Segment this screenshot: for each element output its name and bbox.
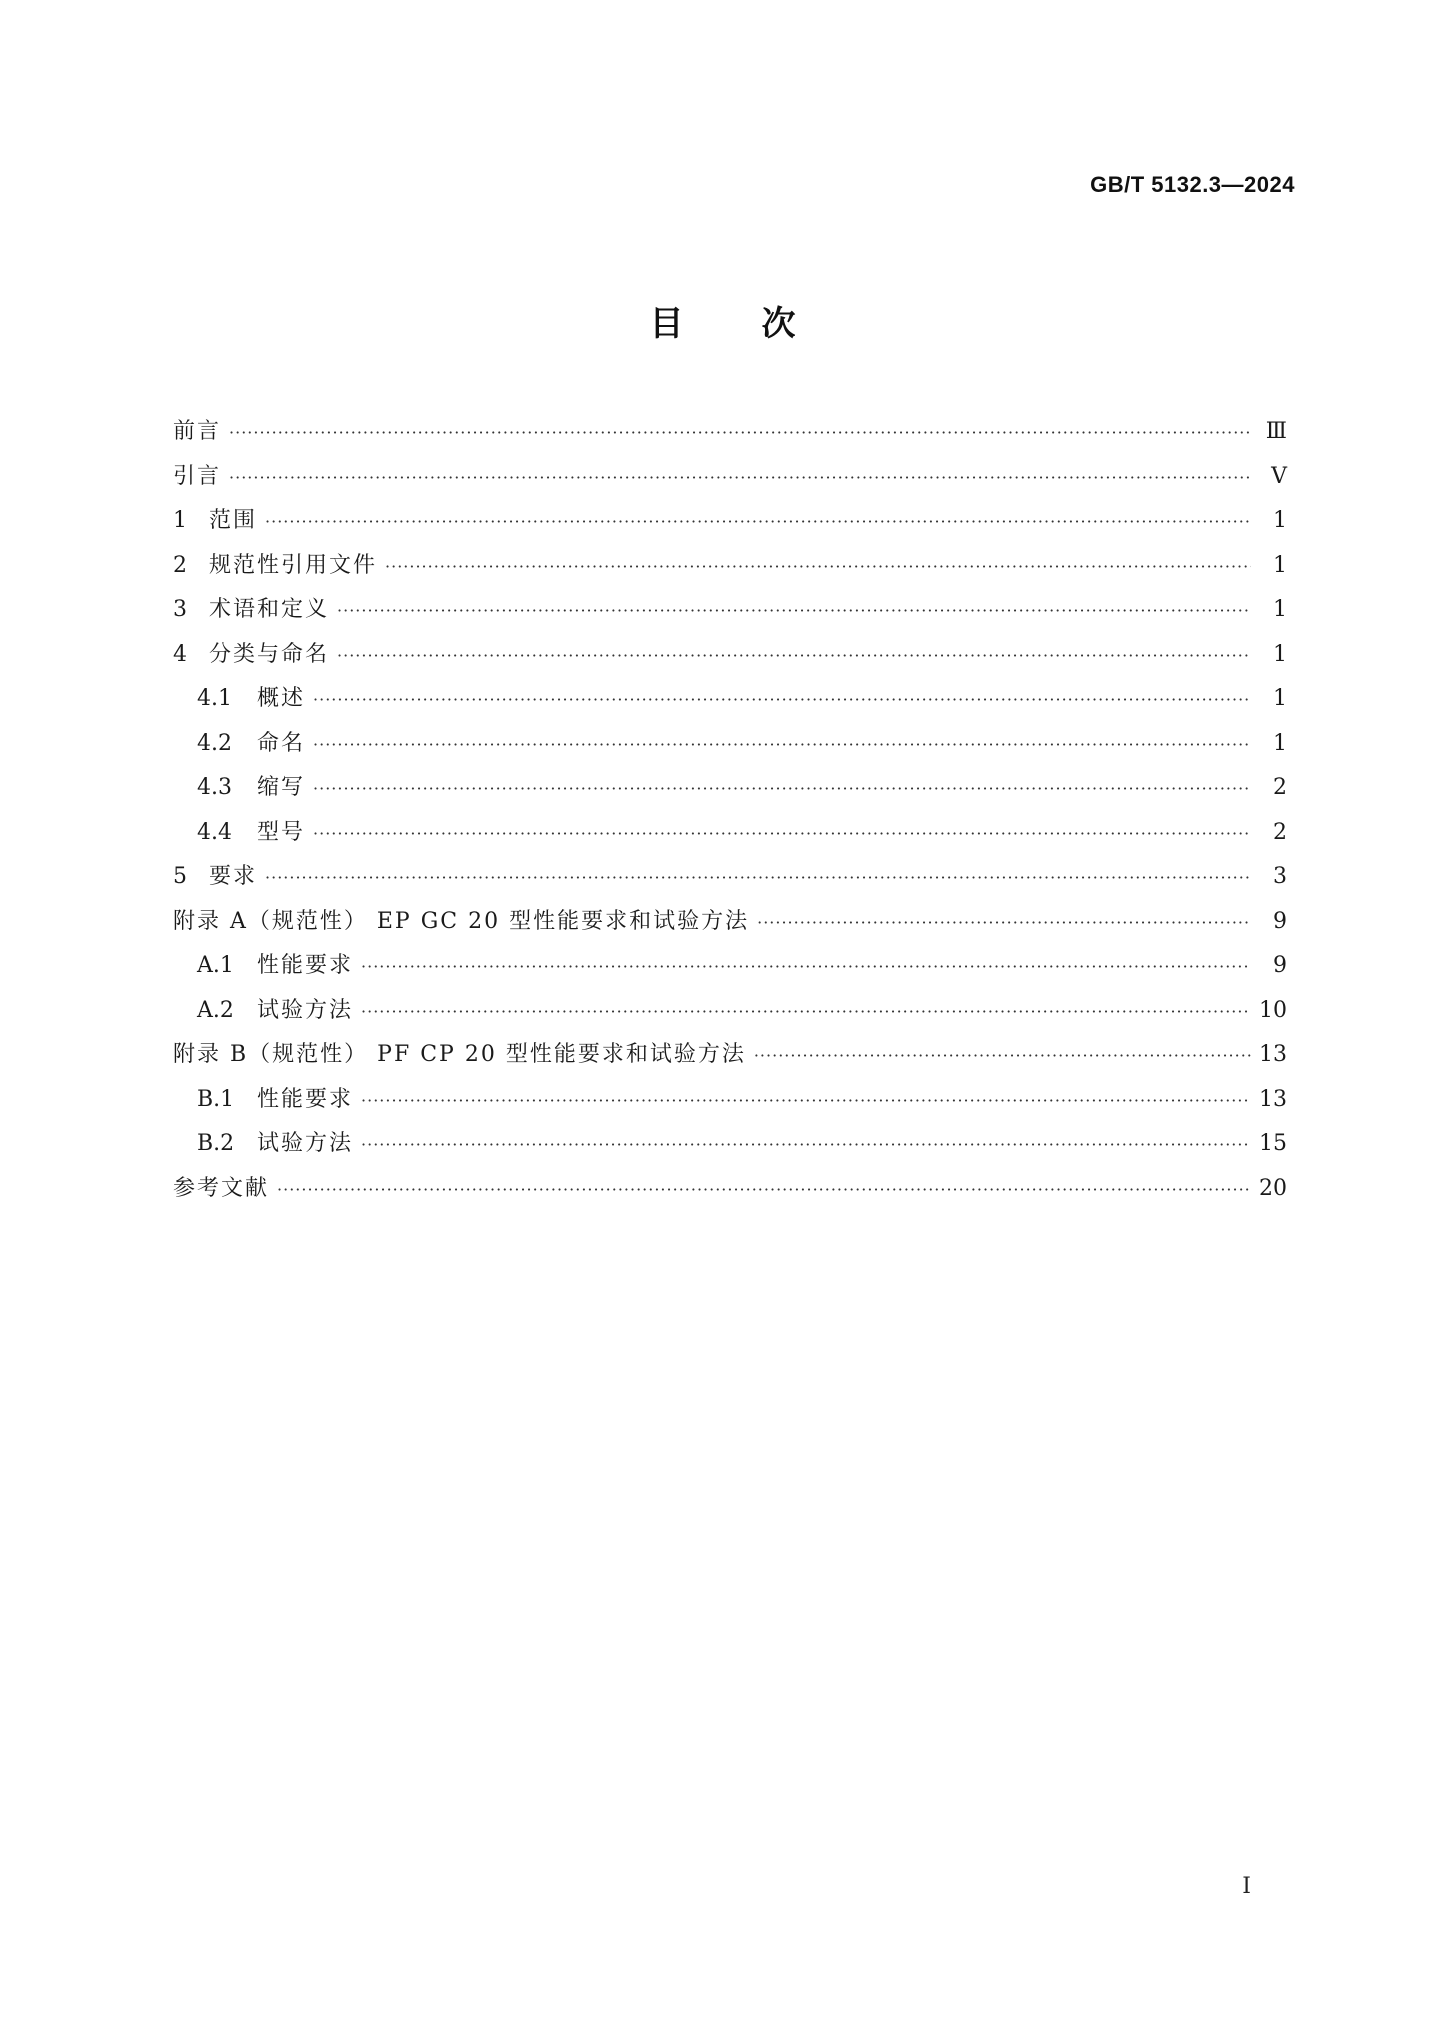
toc-leader-dots xyxy=(361,990,1251,1035)
toc-leader-dots xyxy=(361,945,1251,990)
toc-leader-dots xyxy=(313,723,1251,768)
page-number: Ⅰ xyxy=(1242,1874,1251,1899)
toc-entry-label: 分类与命名 xyxy=(209,641,330,667)
toc-entry-page: 1 xyxy=(1273,730,1287,756)
toc-leader-dots xyxy=(229,456,1251,501)
toc-entry-label: 要求 xyxy=(209,864,258,889)
toc-leader-dots xyxy=(337,589,1251,634)
toc-entry-page: 15 xyxy=(1259,1131,1287,1156)
toc-entry-page: 1 xyxy=(1273,552,1287,578)
toc-entry-terms-definitions[interactable] xyxy=(173,588,1287,633)
toc-entry-page: 13 xyxy=(1259,1086,1287,1112)
toc-entry-page: 20 xyxy=(1259,1175,1287,1201)
toc-entry-label: 型号 xyxy=(257,819,306,845)
toc-entry-label: 附录 B（规范性） PF CP 20 型性能要求和试验方法 xyxy=(173,1042,746,1067)
toc-entry-page: 2 xyxy=(1273,775,1287,800)
toc-entry-label: 性能要求 xyxy=(257,953,354,978)
toc-entry-page: 1 xyxy=(1273,508,1287,533)
toc-entry-introduction[interactable] xyxy=(173,455,1287,500)
toc-entry-page: 2 xyxy=(1273,819,1287,845)
toc-entry-label: 引言 xyxy=(173,463,222,489)
toc-entry-label: 试验方法 xyxy=(257,1131,354,1156)
toc-entry-page: Ⅴ xyxy=(1271,463,1287,489)
toc-entry-label: 参考文献 xyxy=(173,1175,270,1201)
toc-entry-page: 9 xyxy=(1273,908,1287,934)
toc-entry-a-1[interactable] xyxy=(173,944,1287,989)
toc-entry-page: 3 xyxy=(1273,864,1287,889)
toc-entry-page: 10 xyxy=(1259,997,1287,1023)
toc-entry-number: 4.1 xyxy=(197,686,232,711)
toc-leader-dots xyxy=(337,634,1251,679)
toc-entry-bibliography[interactable] xyxy=(173,1167,1287,1212)
toc-entry-number: 3 xyxy=(173,597,187,622)
toc-entry-classification[interactable] xyxy=(173,633,1287,678)
toc-entry-label: 前言 xyxy=(173,419,222,444)
toc-leader-dots xyxy=(385,545,1251,590)
toc-leader-dots xyxy=(229,411,1251,456)
toc-entry-scope[interactable] xyxy=(173,499,1287,544)
toc-entry-normative-references[interactable] xyxy=(173,544,1287,589)
toc-entry-number: A.1 xyxy=(197,953,234,978)
toc-entry-number: A.2 xyxy=(197,997,234,1023)
toc-entry-page: Ⅲ xyxy=(1265,419,1287,444)
toc-leader-dots xyxy=(265,856,1251,901)
table-of-contents xyxy=(173,410,1287,1211)
toc-entry-b-1[interactable] xyxy=(173,1078,1287,1123)
toc-leader-dots xyxy=(277,1168,1251,1213)
toc-leader-dots xyxy=(757,901,1251,946)
toc-entry-label: 附录 A（规范性） EP GC 20 型性能要求和试验方法 xyxy=(173,908,750,934)
toc-leader-dots xyxy=(361,1079,1251,1124)
toc-entry-number: 4.4 xyxy=(197,819,232,845)
toc-entry-number: B.2 xyxy=(197,1131,235,1156)
toc-entry-label: 术语和定义 xyxy=(209,597,330,622)
toc-entry-4-2[interactable] xyxy=(173,722,1287,767)
toc-entry-number: 1 xyxy=(173,508,187,533)
toc-entry-number: 4 xyxy=(173,641,187,667)
toc-entry-annex-b[interactable] xyxy=(173,1033,1287,1078)
toc-entry-4-1[interactable] xyxy=(173,677,1287,722)
toc-entry-annex-a[interactable] xyxy=(173,900,1287,945)
toc-leader-dots xyxy=(313,812,1251,857)
toc-entry-4-3[interactable] xyxy=(173,766,1287,811)
document-code: GB/T 5132.3—2024 xyxy=(1090,172,1295,197)
toc-entry-page: 1 xyxy=(1273,686,1287,711)
toc-entry-page: 9 xyxy=(1273,953,1287,978)
toc-entry-label: 试验方法 xyxy=(257,997,354,1023)
toc-entry-b-2[interactable] xyxy=(173,1122,1287,1167)
toc-entry-requirements[interactable] xyxy=(173,855,1287,900)
toc-entry-4-4[interactable] xyxy=(173,811,1287,856)
toc-entry-number: 2 xyxy=(173,552,187,578)
toc-entry-a-2[interactable] xyxy=(173,989,1287,1034)
toc-entry-foreword[interactable] xyxy=(173,410,1287,455)
toc-entry-label: 范围 xyxy=(209,508,258,533)
toc-entry-label: 命名 xyxy=(257,730,306,756)
toc-entry-number: 5 xyxy=(173,864,187,889)
toc-entry-page: 13 xyxy=(1259,1042,1287,1067)
toc-entry-page: 1 xyxy=(1273,641,1287,667)
toc-entry-number: 4.2 xyxy=(197,730,232,756)
toc-entry-label: 性能要求 xyxy=(257,1086,354,1112)
toc-leader-dots xyxy=(754,1034,1251,1079)
toc-entry-page: 1 xyxy=(1273,597,1287,622)
toc-title: 目次 xyxy=(649,304,874,344)
toc-entry-number: B.1 xyxy=(197,1086,235,1112)
toc-leader-dots xyxy=(313,678,1251,723)
toc-leader-dots xyxy=(361,1123,1251,1168)
toc-entry-label: 缩写 xyxy=(257,775,306,800)
toc-leader-dots xyxy=(313,767,1251,812)
toc-leader-dots xyxy=(265,500,1251,545)
toc-entry-label: 规范性引用文件 xyxy=(209,552,378,578)
toc-entry-label: 概述 xyxy=(257,686,306,711)
toc-entry-number: 4.3 xyxy=(197,775,232,800)
